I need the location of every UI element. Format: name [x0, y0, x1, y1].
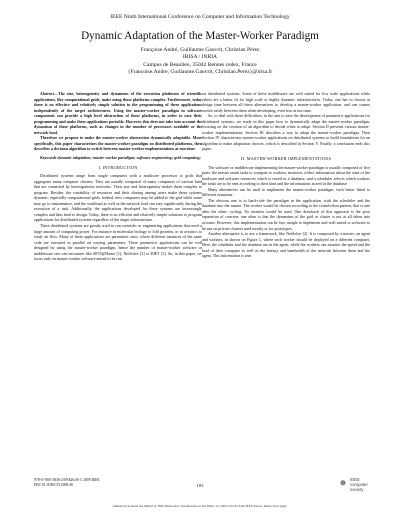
- author-emails: {Francoise.Andre, Guillaume.Gauvrit, Christian.Perez}@irisa.fr: [127, 69, 273, 76]
- right-paragraph-5: The obvious one is to hard-code the paradigm in the application, with the scheduler and the database into the master. The worker would be chosen according to the round-robin pattern, that is one after the other, cycling. No monitor would be used. One drawback of this approach is the poor separation of concern; one other is that the dynamism of the grid or cluster is not at all taken into account. However, this implementation can be fast, simple to implement and well suited to software to be run on private clusters used mostly or for prototypes.: [202, 197, 370, 231]
- right-column: [202, 91, 370, 259]
- section-heading-master-worker: II. MASTER-WORKER IMPLEMENTATIONS: [240, 156, 332, 162]
- conference-header: IEEE Ninth International Conference on Computer and Information Technology: [110, 14, 290, 20]
- ieee-computer-society-logo: [340, 477, 374, 492]
- right-paragraph-4: Many alternatives can be used to implement the master-worker paradigm, each better fitted to different situations.: [202, 186, 370, 198]
- keywords: [34, 155, 202, 161]
- abstract-label: Abstract: [40, 91, 54, 96]
- right-paragraph-1: on distributed systems. Some of these middleware are well suited for low scale applications while others are a better fit for high scale or highly dynamic infrastructures. Today, one has to choose at design time between all these alternatives to develop a master-worker application, and one cannot switch easily between them when developing, even less at run time.: [202, 91, 370, 113]
- left-column: [34, 91, 202, 262]
- copyright-line-1: 978-0-7695-3836-2/09 $26.00 © 2009 IEEE: [34, 478, 100, 482]
- abstract-text: —The size, heterogeneity and dynamism of the execution platforms of scientific applications, like computational grids, make using those platforms complex. Furthermore, today there is no effective and relatively simple solution to the programming of these applications independently of the target architectures. Using the master-worker paradigm in software components can provide a high level abstraction of those platforms, in order to ease their programming and make these applications portable. However, this does not take into account the dynamism of these platforms, such as changes in the number of processors available or the network load.: [34, 91, 202, 135]
- intro-paragraph-1: Distributed systems range from single computers with a multicore processor to grids that aggregates many computer clusters. They are usually composed of many computers of various kind that are connected by heterogeneous networks. Their size and heterogeneity makes them complex to program. Besides, the variability of resources and their sharing among users make these systems dynamic, especially computational grids. Indeed, new computers may be added to the grid while some may go to maintenance, and the workload as well as the network load can vary significantly during the execution of a task. Additionally, the applications developed for these systems are increasingly complex and thus hard to design. Today, there is no efficient and relatively simple solutions to program applications for distributed systems regardless of the target infrastructure.: [34, 173, 202, 223]
- author-names: Françoise André, Guillaume Gauvrit, Christian Pérez: [140, 47, 260, 53]
- author-org: IRISA / INRIA: [182, 54, 218, 61]
- copyright-line-2: DOI 10.1109/CIT.2009.40: [34, 482, 73, 487]
- author-block: [0, 47, 400, 77]
- right-paragraph-6: Another alternative is to use a framework, like NetSolve [2]. It is composed by a master, an agent and workers, as shown on Figure 1, where each worker should be deployed on a different computer. Here, the scheduler and the database are in the agent, while the workers can monitor the speed and the load of their computer as well as the latency and bandwidth of the network between them and the agent. This information is sent: [202, 231, 370, 259]
- download-footer: Authorized licensed use limited to: IMT Mines Ales. Downloaded on December 14, 2009 at 04:42 from IEEE Xplore. Restrictions apply.: [112, 504, 288, 508]
- keywords-label: Keywords: [40, 155, 57, 161]
- logo-line-1: IEEE: [350, 477, 360, 482]
- abstract-paragraph-2: Therefore we propose to make the master-worker abstraction dynamically adaptable. More specifically, this paper characterizes the master-worker paradigm on distributed platforms, then describes a decision algorithm to switch between master-worker implementations at run-time.: [34, 135, 202, 152]
- section-heading-introduction: I. INTRODUCTION: [98, 164, 138, 170]
- right-paragraph-3: The software or middleware implementing the master-worker paradigm is usually composed of five parts: the master sends tasks to compute to workers, monitors collect information about the state of the hardware and software resources which is stored in a database, and a scheduler selects which workers the tasks are to be sent according to their kind and the informations stored in the database.: [202, 164, 370, 187]
- logo-line-3: society: [350, 486, 364, 492]
- logo-wordmark: [350, 478, 368, 492]
- page-number: 183: [196, 483, 204, 488]
- author-address: Campus de Beaulieu, 35042 Rennes cedex, France: [143, 61, 257, 68]
- paper-title: Dynamic Adaptation of the Master-Worker Paradigm: [81, 30, 319, 42]
- intro-paragraph-2: These distributed systems are greatly used to run scientific or engineering applications that need a large amount of computing power. For instance in molecular biology to fold proteins, or in avionics to study air flow. Many of these applications are parametric ones, where different instances of the same code are executed in parallel on varying parameters. These parametric applications can be well designed by using the master-worker paradigm, hence the number of master-worker software or middleware one can encounter like SETI@Home [1], NetSolve [2] or DIET [3]. So, in this paper, we focus only on master-worker software aimed to be run: [34, 223, 202, 262]
- ieee-logo-icon: ⊕: [340, 480, 346, 487]
- logo-line-2: computer: [350, 481, 368, 487]
- right-paragraph-2: So, to deal with these difficulties, in the aim to ease the development of parametric applications for distributed systems, we study in this paper how to dynamically adapt the master-worker paradigm, focusing on the creation of an algorithm to decide when to adapt. Section II presents various master-worker implementations. Section III describes a way to adapt the master-worker paradigm. Then Section IV characterizes master-worker applications on distributed systems to build foundations for an algorithm to make adaptation choices, which is described in Section V. Finally, a conclusion ends this paper.: [202, 113, 370, 152]
- keywords-text: -dynamic adaptation; master-worker paradigm; software engineering; grid computing;: [56, 155, 201, 161]
- abstract: [34, 91, 202, 135]
